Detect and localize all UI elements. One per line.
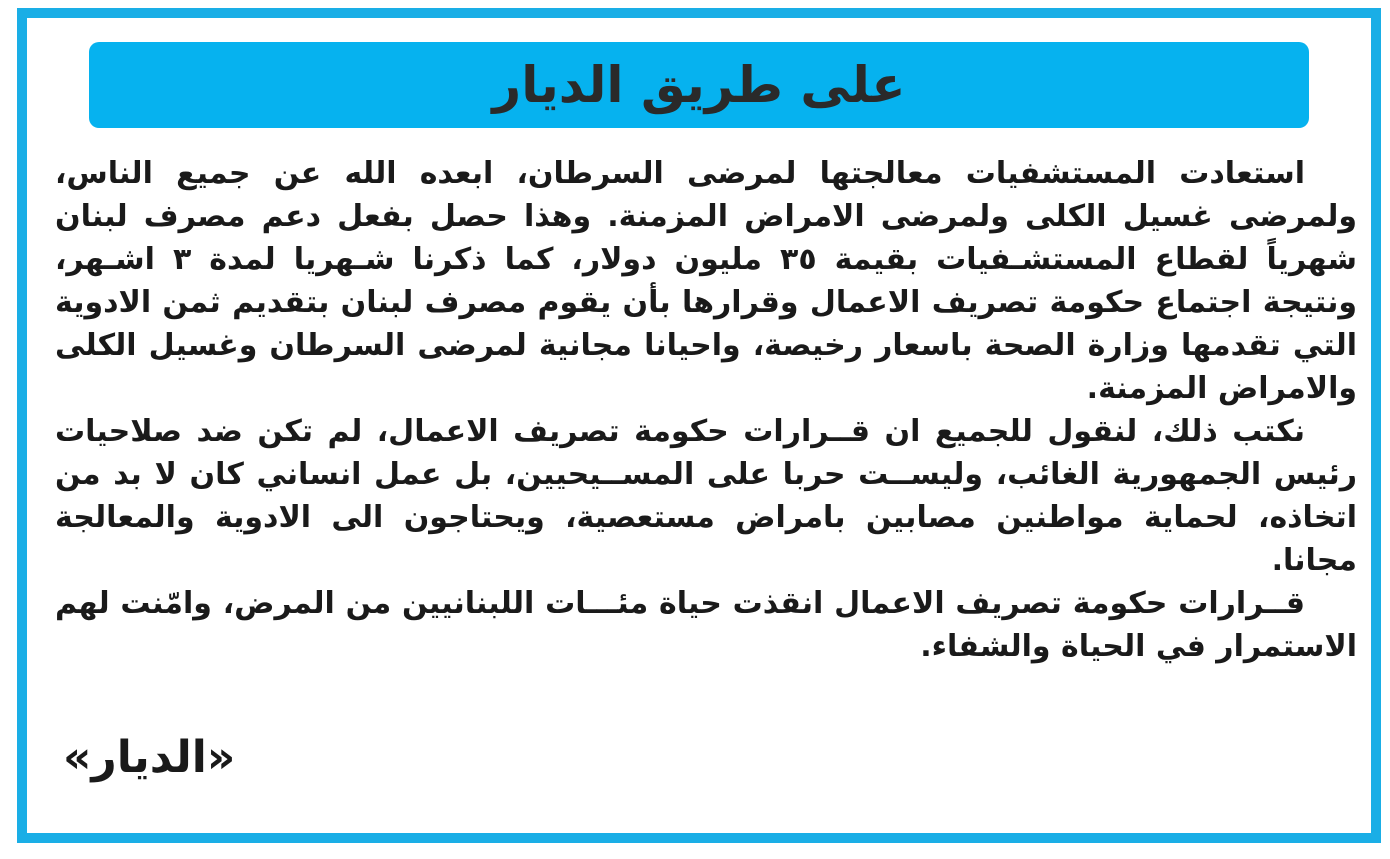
- signature: «الديار»: [63, 732, 236, 783]
- column-title: على طريق الديار: [492, 56, 906, 114]
- article-frame: [17, 8, 1381, 843]
- article-paragraph-1: استعادت المستشفيات معالجتها لمرضى السرطان، ابعده الله عن جميع الناس، ولمرضى غسيل الكلى ولمرضى الامراض المزمنة. وهذا حصل بفعل دعم مصرف لبنان شهرياً لقطاع المستشـفيات بقيمة ٣٥ مليون دولار، كما ذكرنا شـهريا لمدة ٣ اشـهر، ونتيجة اجتماع حكومة تصريف الاعمال وقرارها بأن يقوم مصرف لبنان بتقديم ثمن الادوية التي تقدمها وزارة الصحة باسعار رخيصة، واحيانا مجانية لمرضى السرطان وغسيل الكلى والامراض المزمنة.: [55, 156, 1357, 406]
- column-header-banner: [89, 42, 1309, 128]
- article-body: [55, 152, 1357, 668]
- article-paragraph-3: قــرارات حكومة تصريف الاعمال انقذت حياة مئـــات اللبنانيين من المرض، وامّنت لهم الاستمرار في الحياة والشفاء.: [55, 586, 1357, 664]
- article-paragraph-2: نكتب ذلك، لنقول للجميع ان قــرارات حكومة تصريف الاعمال، لم تكن ضد صلاحيات رئيس الجمهورية الغائب، وليســت حربا على المســيحيين، بل عمل انساني كان لا بد من اتخاذه، لحماية مواطنين مصابين بامراض مستعصية، ويحتاجون الى الادوية والمعالجة مجانا.: [55, 414, 1357, 578]
